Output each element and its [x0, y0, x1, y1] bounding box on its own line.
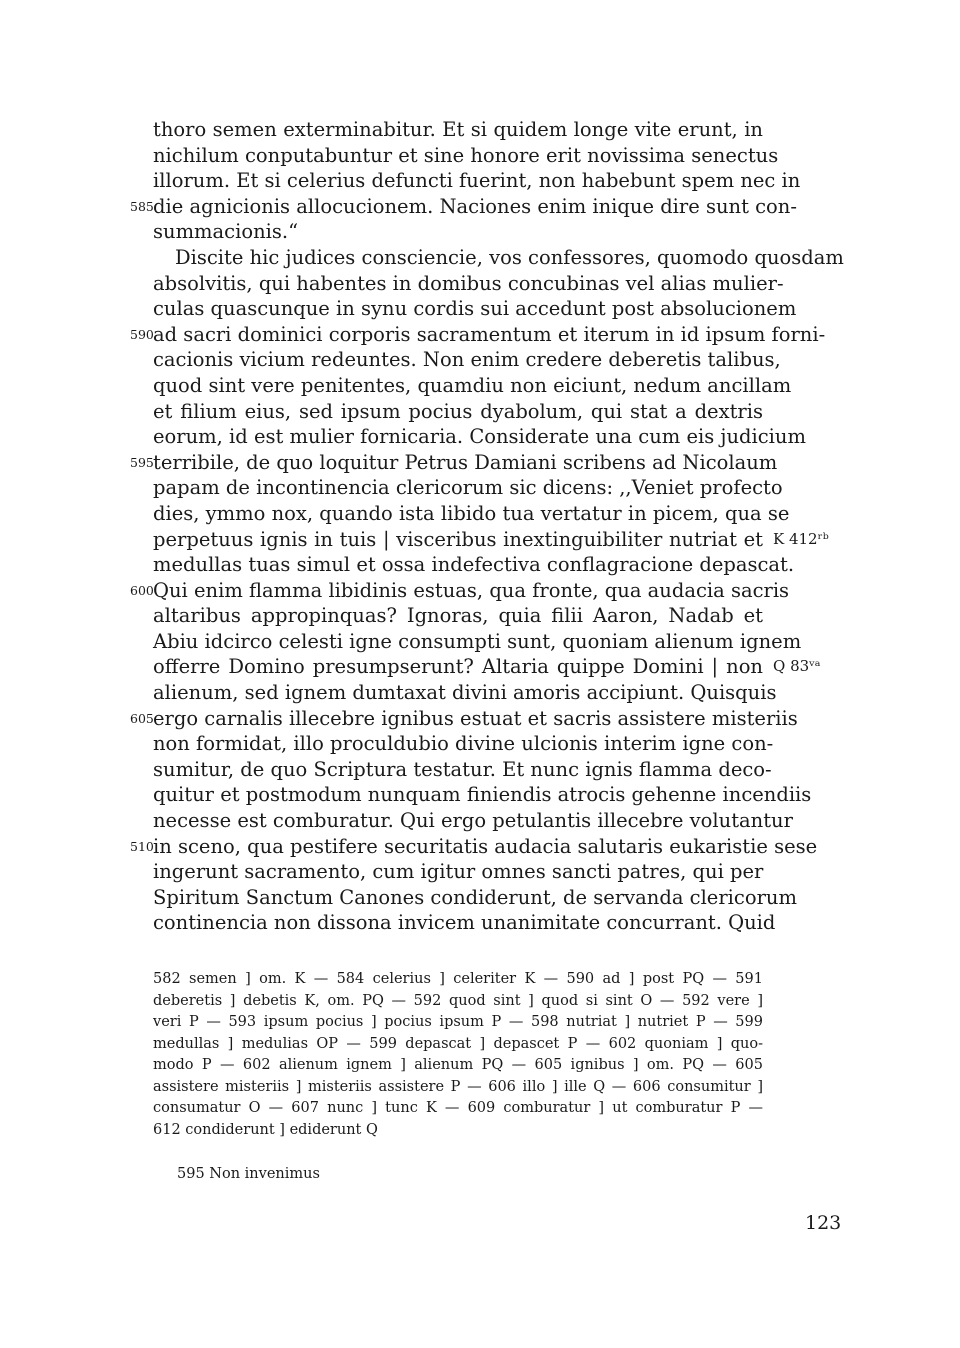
text-line — [153, 629, 802, 655]
line-text: ingerunt sacramento, cum igitur omnes sancti patres, qui per — [153, 860, 764, 884]
line-text: nichilum conputabuntur et sine honore erit novissima senectus — [153, 143, 779, 167]
apparatus-line: consumatur O — 607 nunc ] tunc K — 609 comburatur ] ut comburatur P — — [153, 1100, 763, 1116]
text-line — [153, 603, 763, 629]
line-text: non formidat, illo proculdubio divine ulcionis interim igne con- — [153, 732, 774, 756]
text-line — [130, 322, 826, 348]
line-number: 585 — [130, 198, 154, 214]
line-text: altaribus appropinquas? Ignoras, quia filii Aaron, Nadab et — [153, 604, 763, 628]
line-text: continencia non dissona invicem unanimitate concurrant. Quid — [153, 911, 776, 935]
text-line — [153, 501, 790, 527]
line-text: terribile, de quo loquitur Petrus Damiani scribens ad Nicolaum — [153, 450, 778, 474]
apparatus-line: medullas ] medulias OP — 599 depascat ] depascet P — 602 quoniam ] quo- — [153, 1035, 763, 1052]
apparatus-line: veri P — 593 ipsum pocius ] pocius ipsum P — 598 nutriat ] nutriet P — 599 — [153, 1014, 763, 1030]
text-line — [153, 910, 776, 936]
text-line — [153, 552, 795, 578]
line-number: 600 — [130, 582, 154, 598]
line-text: necesse est comburatur. Qui ergo petulantis illecebre volutantur — [153, 809, 793, 833]
line-text: eorum, id est mulier fornicaria. Considerate una cum eis judicium — [153, 425, 806, 449]
text-line — [153, 527, 829, 553]
line-text: quitur et postmodum nunquam finiendis atrocis gehenne incendiis — [153, 783, 812, 807]
line-number: 595 — [130, 454, 154, 470]
apparatus-line: 612 condiderunt ] ediderunt Q — [153, 1121, 378, 1138]
apparatus-line: 582 semen ] om. K — 584 celerius ] celeriter K — 590 ad ] post PQ — 591 — [153, 971, 763, 987]
line-number: 590 — [130, 326, 154, 342]
apparatus-line: assistere misteriis ] misteriis assistere P — 606 illo ] ille Q — 606 consumitur ] — [153, 1078, 763, 1095]
line-text: illorum. Et si celerius defuncti fuerint, non habebunt spem nec in — [153, 169, 801, 193]
text-line — [153, 296, 797, 322]
manuscript-folio-ref: Q 83ᵛᵃ — [773, 657, 821, 676]
text-line — [153, 347, 781, 373]
line-text: offerre Domino presumpserunt? Altaria quippe Domini | non — [153, 655, 763, 679]
line-text: summacionis.“ — [153, 220, 299, 244]
text-line — [153, 271, 784, 297]
line-text: thoro semen exterminabitur. Et si quidem longe vite erunt, in — [153, 118, 763, 141]
text-line — [153, 424, 806, 450]
text-line — [153, 731, 774, 757]
text-line — [153, 757, 772, 783]
text-line — [153, 168, 801, 194]
critical-apparatus — [153, 969, 763, 1141]
text-line — [153, 399, 763, 425]
line-text: die agnicionis allocucionem. Naciones enim inique dire sunt con- — [153, 194, 797, 218]
line-text: alienum, sed ignem dumtaxat divini amoris accipiunt. Quisquis — [153, 681, 777, 705]
line-text: Discite hic judices consciencie, vos confessores, quomodo quosdam — [175, 245, 844, 269]
line-text: ergo carnalis illecebre ignibus estuat et sacris assistere misteriis — [153, 706, 798, 730]
text-line — [153, 219, 763, 245]
page-number: 123 — [805, 1212, 842, 1234]
text-line — [130, 194, 797, 220]
source-note: 595 Non invenimus — [177, 1166, 320, 1182]
line-text: perpetuus ignis in tuis | visceribus inextinguibiliter nutriat et — [153, 527, 763, 551]
line-text: medullas tuas simul et ossa indefectiva conflagracione depascat. — [153, 553, 795, 577]
line-text: quod sint vere penitentes, quamdiu non eiciunt, nedum ancillam — [153, 373, 792, 397]
text-line — [153, 654, 821, 680]
text-line — [153, 475, 783, 501]
text-line — [153, 808, 793, 834]
line-text: Abiu idcirco celesti igne consumpti sunt, quoniam alienum ignem — [153, 629, 802, 653]
text-line — [153, 680, 777, 706]
line-text: Spiritum Sanctum Canones condiderunt, de servanda clericorum — [153, 885, 797, 909]
apparatus-line: modo P — 602 alienum ignem ] alienum PQ — 605 ignibus ] om. PQ — 605 — [153, 1057, 763, 1073]
text-line — [153, 143, 779, 169]
manuscript-folio-ref: K 412ʳᵇ — [773, 529, 829, 548]
text-line — [153, 782, 812, 808]
text-line — [130, 450, 778, 476]
line-text: cacionis vicium redeuntes. Non enim credere deberetis talibus, — [153, 348, 781, 372]
line-number: 605 — [130, 710, 154, 726]
line-text: ad sacri dominici corporis sacramentum et iterum in id ipsum forni- — [153, 322, 826, 346]
line-text: et filium eius, sed ipsum pocius dyabolum, qui stat a dextris — [153, 399, 763, 423]
line-text: sumitur, de quo Scriptura testatur. Et nunc ignis flamma deco- — [153, 757, 772, 781]
main-text — [130, 117, 844, 936]
text-line — [130, 578, 790, 604]
apparatus-line: deberetis ] debetis K, om. PQ — 592 quod sint ] quod si sint O — 592 vere ] — [153, 992, 763, 1009]
text-line — [130, 706, 798, 732]
text-line — [153, 245, 844, 271]
text-line — [130, 834, 818, 860]
text-line — [153, 117, 763, 143]
line-text: culas quascunque in synu cordis sui accedunt post absolucionem — [153, 297, 797, 321]
line-text: Qui enim flamma libidinis estuas, qua fronte, qua audacia sacris — [153, 578, 790, 602]
text-line — [153, 885, 797, 911]
line-text: in sceno, qua pestifere securitatis audacia salutaris eukaristie sese — [153, 834, 818, 858]
text-line — [153, 373, 792, 399]
line-text: papam de incontinencia clericorum sic dicens: ,,Veniet profecto — [153, 476, 783, 500]
line-number: 510 — [130, 838, 154, 854]
line-text: absolvitis, qui habentes in domibus concubinas vel alias mulier- — [153, 271, 784, 295]
text-line — [153, 859, 763, 885]
line-text: dies, ymmo nox, quando ista libido tua vertatur in picem, qua se — [153, 501, 790, 525]
